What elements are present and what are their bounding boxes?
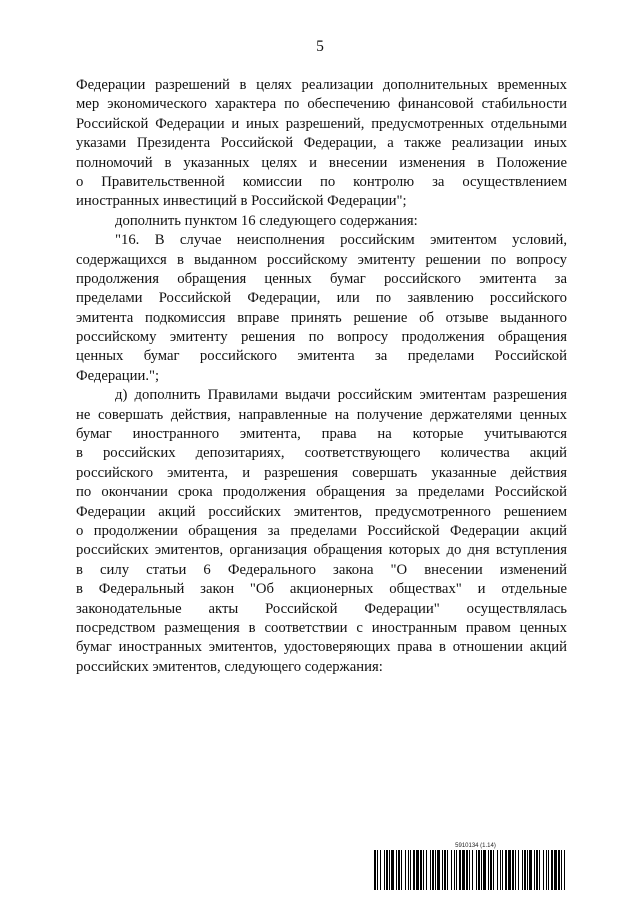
text-line: иностранных инвестиций в Российской Федерации";	[76, 193, 407, 210]
barcode-bar	[481, 850, 482, 890]
barcode-bar	[505, 850, 507, 890]
barcode-bar	[490, 850, 492, 890]
text-line: Федерации акций российских эмитентов, предусмотренного решением	[76, 503, 567, 520]
barcode-bar	[462, 850, 465, 890]
text-line: д) дополнить Правилами выдачи российским эмитентам разрешения	[115, 387, 567, 404]
barcode-bar	[426, 850, 427, 890]
barcode-bar	[543, 850, 544, 890]
barcode-bar	[391, 850, 394, 890]
barcode-bar	[398, 850, 400, 890]
text-line: содержащихся в выданном российскому эмитенту решении по вопросу	[76, 251, 567, 268]
barcode-bar	[472, 850, 473, 890]
text-line: российских эмитентов, следующего содержания:	[76, 658, 383, 675]
text-line: российского эмитента, и разрешения совершать указанные действия	[76, 464, 567, 481]
barcode-bar	[456, 850, 457, 890]
barcode-bar	[558, 850, 560, 890]
barcode-bar	[536, 850, 538, 890]
text-line: российских эмитентов, организация обращения которых до дня вступления	[76, 542, 567, 559]
text-line: мер экономического характера по обеспечению финансовой стабильности	[76, 96, 567, 113]
barcode-bar	[386, 850, 388, 890]
barcode-bar	[564, 850, 565, 890]
text-line: в Федеральный закон "Об акционерных обществах" и отдельные	[76, 581, 567, 598]
barcode-bar	[488, 850, 489, 890]
text-line: указами Президента Российской Федерации, а также реализации иных	[76, 135, 567, 152]
barcode-bar	[374, 850, 376, 890]
barcode-bar	[515, 850, 516, 890]
barcode-bar	[476, 850, 477, 890]
text-line: продолжения обращения ценных бумаг российского эмитента за	[76, 270, 567, 287]
barcode-bar	[483, 850, 486, 890]
page-number: 5	[316, 38, 324, 55]
text-line: Федерации разрешений в целях реализации дополнительных временных	[76, 77, 567, 93]
barcode-bar	[551, 850, 553, 890]
barcode-bar	[497, 850, 498, 890]
barcode-bar	[416, 850, 419, 890]
text-line: законодательные акты Российской Федерации" осуществлялась	[76, 600, 567, 617]
barcode-bar	[561, 850, 562, 890]
barcode-bar	[512, 850, 514, 890]
paragraph	[76, 386, 567, 677]
barcode-bar	[529, 850, 532, 890]
barcode-bar	[451, 850, 452, 890]
barcode-bar	[435, 850, 436, 890]
text-line: бумаг иностранного эмитента, права на которые учитываются	[76, 426, 567, 443]
barcode-bar	[478, 850, 480, 890]
text-line: Российской Федерации и иных разрешений, предусмотренных отдельными	[76, 115, 567, 132]
barcode-bar	[508, 850, 511, 890]
barcode-bar	[447, 850, 448, 890]
text-line: пределами Российской Федерации, или по заявлению российского	[76, 290, 567, 307]
barcode-bar	[459, 850, 461, 890]
barcode-bar	[518, 850, 519, 890]
barcode-bar	[432, 850, 434, 890]
barcode-bar	[466, 850, 468, 890]
document-body	[76, 76, 567, 677]
text-line: посредством размещения в соответствии с иностранным правом ценных	[76, 619, 567, 636]
text-line: российскому эмитенту решения по вопросу продолжения обращения	[76, 329, 567, 346]
barcode-bar	[454, 850, 455, 890]
text-line: полномочий в указанных целях и внесении изменения в Положение	[76, 154, 567, 171]
barcode-bar	[410, 850, 411, 890]
barcode-bar	[437, 850, 440, 890]
text-line: эмитента подкомиссия вправе принять решение об отзыве выданного	[76, 309, 567, 326]
text-line: в силу статьи 6 Федерального закона "О внесении изменений	[76, 561, 567, 578]
text-line: бумаг иностранных эмитентов, удостоверяющих права в отношении акций	[76, 639, 567, 656]
barcode-bar	[546, 850, 547, 890]
barcode-bar	[524, 850, 526, 890]
barcode-bar	[444, 850, 446, 890]
barcode-bar	[423, 850, 424, 890]
paragraph	[76, 212, 567, 231]
text-line: о Правительственной комиссии по контролю за осуществлением	[76, 173, 567, 190]
barcode-bar	[405, 850, 406, 890]
barcode-bar	[442, 850, 443, 890]
barcode-bar	[413, 850, 415, 890]
text-line: "16. В случае неисполнения российским эмитентом условий,	[115, 232, 567, 249]
barcode-bar	[408, 850, 409, 890]
barcode-bar	[527, 850, 528, 890]
barcode-code: 5910134 (1.14)	[455, 843, 496, 849]
barcode-bar	[539, 850, 540, 890]
barcode-image	[374, 850, 567, 890]
text-line: по окончании срока продолжения обращения за пределами Российской	[76, 484, 567, 501]
paragraph	[76, 76, 567, 212]
text-line: ценных бумаг российского эмитента за пределами Российской	[76, 348, 567, 365]
barcode-bar	[380, 850, 381, 890]
barcode-bar	[384, 850, 385, 890]
barcode-bar	[469, 850, 470, 890]
barcode-bar	[554, 850, 557, 890]
text-line: не совершать действия, направленные на получение держателями ценных	[76, 406, 567, 423]
barcode-bar	[548, 850, 549, 890]
barcode-bar	[377, 850, 378, 890]
paragraph	[76, 231, 567, 386]
text-line: в российских депозитариях, соответствующего количества акций	[76, 445, 567, 462]
text-line: Федерации.";	[76, 367, 160, 384]
text-line: дополнить пунктом 16 следующего содержания:	[115, 212, 418, 229]
barcode-bar	[389, 850, 390, 890]
barcode-bar	[493, 850, 494, 890]
barcode-bar	[522, 850, 523, 890]
barcode-bar	[534, 850, 535, 890]
barcode-bar	[502, 850, 503, 890]
text-line: о продолжении обращения за пределами Российской Федерации акций	[76, 522, 567, 539]
barcode-bar	[401, 850, 402, 890]
barcode-bar	[500, 850, 501, 890]
barcode-bar	[396, 850, 397, 890]
barcode-block	[374, 842, 567, 890]
barcode-bar	[420, 850, 422, 890]
barcode-bar	[430, 850, 431, 890]
